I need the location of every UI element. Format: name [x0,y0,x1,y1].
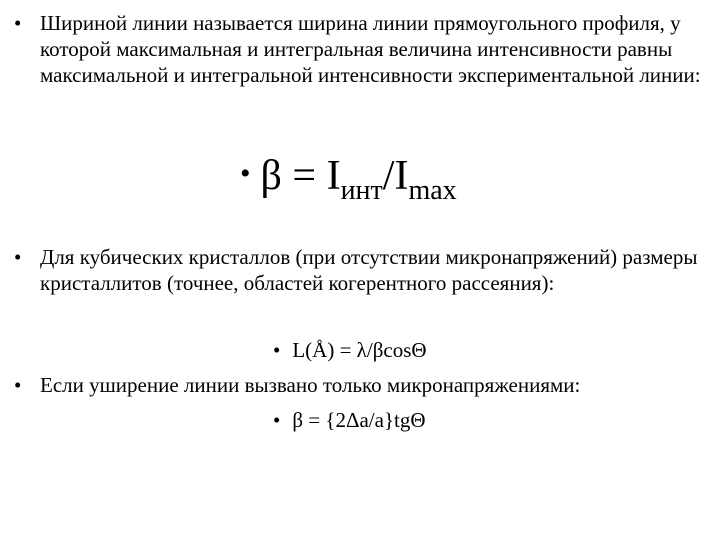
paragraph-text: Если уширение линии вызвано только микронапряжениями: [40,373,581,397]
formula-text: β = {2Δa/a}tgΘ [292,408,426,432]
bullet-marker: • [273,408,281,432]
formula-mid: /I [382,153,409,199]
bullet-marker: • [14,11,22,35]
formula-microstrain-broadening [273,407,426,433]
bullet-paragraph-cubic-crystals [14,244,714,296]
bullet-marker: • [14,373,22,397]
bullet-marker: • [273,338,281,362]
paragraph-text: Шириной линии называется ширина линии прямоугольного профиля, у которой максимальная и интегральная величина интенсивности равны максимальной и интегральной интенсивности экспериментальной линии: [40,11,701,87]
formula-text: L(Å) = λ/βcosΘ [292,338,427,362]
bullet-marker: • [14,245,22,269]
formula-subscript-max: max [408,175,457,206]
formula-subscript-int: инт [340,175,383,206]
bullet-paragraph-microstrain [14,372,714,398]
bullet-marker: • [240,157,251,190]
bullet-paragraph-line-width-definition [14,10,704,88]
formula-lhs: β = I [260,153,341,199]
paragraph-text: Для кубических кристаллов (при отсутствии микронапряжений) размеры кристаллитов (точнее, областей когерентного рассеяния): [40,245,698,295]
formula-beta-integral-ratio [240,146,457,211]
formula-crystallite-size [273,337,427,363]
